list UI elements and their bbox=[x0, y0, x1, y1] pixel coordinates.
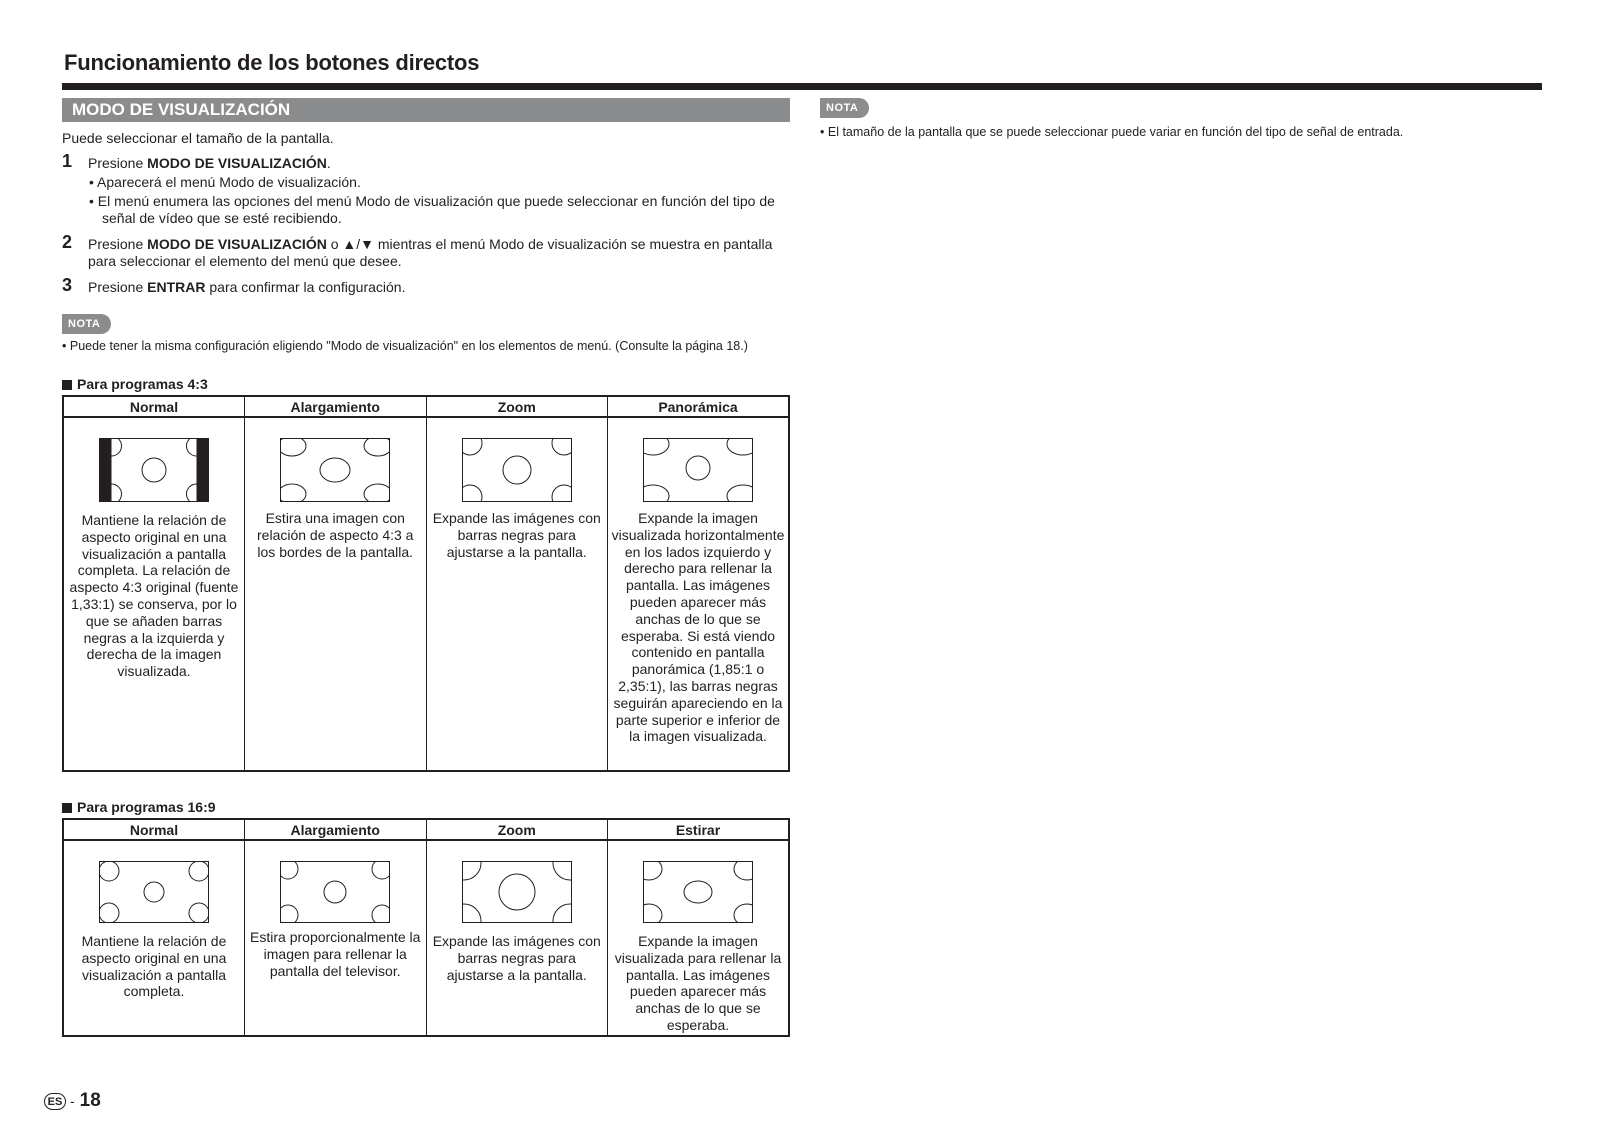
column-header: Alargamiento bbox=[245, 396, 427, 417]
step-text-end: . bbox=[326, 155, 331, 171]
column-header: Normal bbox=[63, 819, 245, 840]
page-number: 18 bbox=[79, 1090, 101, 1111]
column-header: Panorámica bbox=[608, 396, 790, 417]
step-1-sub-2: • El menú enumera las opciones del menú Modo de visualización que puede seleccionar en función del tipo de señal de vídeo que se esté recibiendo. bbox=[89, 193, 775, 226]
page-title: Funcionamiento de los botones directos bbox=[64, 50, 480, 75]
zoom-169-diagram bbox=[462, 861, 572, 923]
step-number: 2 bbox=[62, 232, 73, 252]
table-cell: Estira una imagen con relación de aspecto 4:3 a los bordes de la pantalla. bbox=[245, 417, 427, 771]
title-rule bbox=[62, 83, 1542, 90]
column-header: Zoom bbox=[426, 819, 608, 840]
table-cell: Expande las imágenes con barras negras para ajustarse a la pantalla. bbox=[426, 840, 608, 1036]
stretch-169-diagram bbox=[280, 861, 390, 923]
step-text: Presione bbox=[88, 155, 148, 171]
step-bold: ENTRAR bbox=[147, 279, 206, 295]
step-text-end: o ▲/▼ mientras el menú Modo de visualización se muestra en pantalla para seleccionar el elemento del menú que desee. bbox=[88, 236, 773, 269]
normal-169-diagram bbox=[99, 861, 209, 923]
note-text: • Puede tener la misma configuración eligiendo "Modo de visualización" en los elementos de menú. (Consulte la página 18.) bbox=[62, 339, 748, 353]
stretch-fill-169-diagram bbox=[643, 861, 753, 923]
step-text-end: para confirmar la configuración. bbox=[205, 279, 406, 295]
panoramic-43-diagram bbox=[643, 438, 753, 502]
table-43-heading: Para programas 4:3 bbox=[62, 376, 790, 392]
section-title: MODO DE VISUALIZACIÓN bbox=[62, 98, 790, 122]
table-169 bbox=[62, 818, 790, 1037]
column-header: Zoom bbox=[426, 396, 608, 417]
step-3 bbox=[62, 275, 790, 296]
step-text: Presione bbox=[88, 236, 148, 252]
step-2 bbox=[62, 232, 790, 270]
table-cell: Mantiene la relación de aspecto original en una visualización a pantalla completa. La relación de aspecto 4:3 original (fuente 1,33:1) se conserva, por lo que se añaden barras negras a la izquierda y derecha de la imagen visualizada. bbox=[63, 417, 245, 771]
step-bold: MODO DE VISUALIZACIÓN bbox=[147, 236, 327, 252]
language-badge: ES bbox=[44, 1093, 66, 1110]
column-header: Normal bbox=[63, 396, 245, 417]
left-column bbox=[62, 98, 790, 1037]
column-header: Alargamiento bbox=[245, 819, 427, 840]
zoom-43-diagram bbox=[462, 438, 572, 502]
right-column bbox=[820, 98, 1540, 140]
table-cell: Expande la imagen visualizada para rellenar la pantalla. Las imágenes pueden aparecer más anchas de lo que se esperaba. bbox=[608, 840, 790, 1036]
table-cell: Expande la imagen visualizada horizontalmente en los lados izquierdo y derecho para rellenar la pantalla. Las imágenes pueden aparecer más anchas de lo que se esperaba. Si está viendo contenido en pantalla panorámica (1,85:1 o 2,35:1), las barras negras seguirán apareciendo en la parte superior e inferior de la imagen visualizada. bbox=[608, 417, 790, 771]
normal-43-diagram bbox=[99, 438, 209, 502]
step-number: 1 bbox=[62, 151, 73, 171]
table-cell: Estira proporcionalmente la imagen para rellenar la pantalla del televisor. bbox=[245, 840, 427, 1036]
table-cell: Mantiene la relación de aspecto original en una visualización a pantalla completa. bbox=[63, 840, 245, 1036]
note-label: NOTA bbox=[62, 314, 111, 334]
note-text: • El tamaño de la pantalla que se puede seleccionar puede variar en función del tipo de señal de entrada. bbox=[820, 125, 1404, 139]
stretch-43-diagram bbox=[280, 438, 390, 502]
table-cell: Expande las imágenes con barras negras para ajustarse a la pantalla. bbox=[426, 417, 608, 771]
footer-dash: - bbox=[70, 1093, 75, 1109]
table-169-heading: Para programas 16:9 bbox=[62, 799, 790, 815]
column-header: Estirar bbox=[608, 819, 790, 840]
intro-text: Puede seleccionar el tamaño de la pantalla. bbox=[62, 130, 334, 146]
step-1-sub-1: • Aparecerá el menú Modo de visualización. bbox=[89, 174, 361, 190]
step-number: 3 bbox=[62, 275, 73, 295]
step-text: Presione bbox=[88, 279, 148, 295]
step-bold: MODO DE VISUALIZACIÓN bbox=[147, 155, 327, 171]
step-1 bbox=[62, 151, 790, 172]
note-label: NOTA bbox=[820, 98, 869, 118]
table-43 bbox=[62, 395, 790, 772]
page-footer bbox=[44, 1090, 101, 1112]
